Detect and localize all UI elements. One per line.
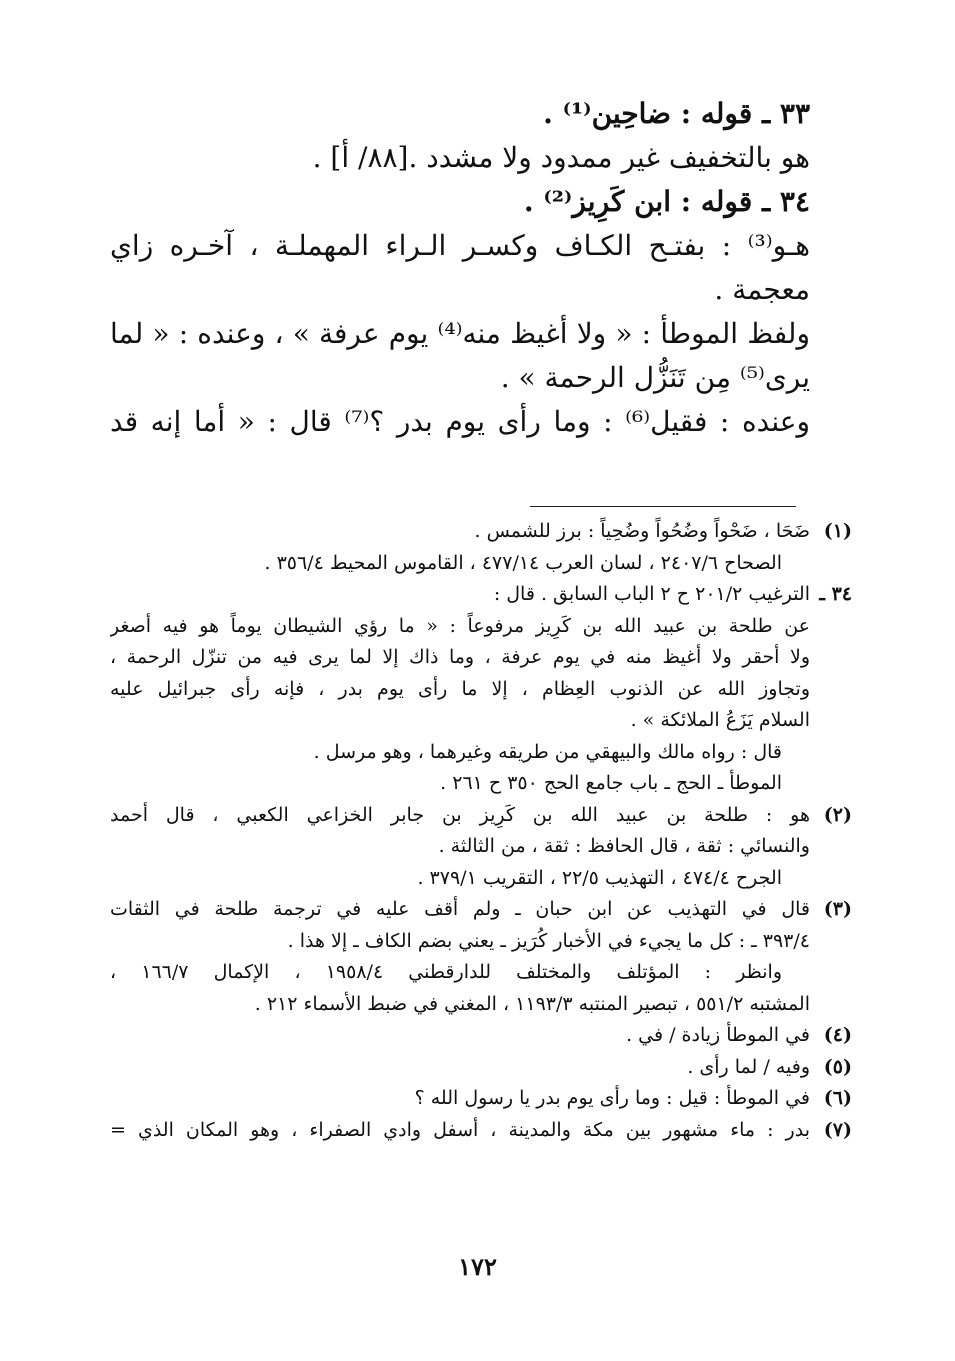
footnote [110, 800, 852, 895]
footnote-line: الموطأ ـ الحج ـ باب جامع الحج ٣٥٠ ح ٢٦١ . [440, 772, 782, 794]
footnote-line: وانظر : المؤتلف والمختلف للدارقطني ١٩٥٨/٤ ، الإكمال ١٦٦/٧ ، [110, 961, 782, 983]
footnote-line: السلام يَزَعُ الملائكة » . [630, 709, 810, 731]
main-text-line: يرى⁽⁵⁾ مِن تَنَزُّل الرحمة » . [500, 361, 810, 394]
footnote-line: بدر : ماء مشهور بين مكة والمدينة ، أسفل وادي الصفراء ، وهو المكان الذي = [110, 1118, 810, 1141]
footnote-line: ولا أحقر ولا أغيظ منه في يوم عرفة ، وما ذاك إلا لما يرى فيه من تنزّل الرحمة ، [110, 646, 810, 668]
footnote-number: (٥) [823, 1055, 852, 1078]
footnote-line: هو : طلحة بن عبيد الله بن كَرِيز بن جابر الخزاعي الكعبي ، قال أحمد [110, 803, 810, 826]
footnote [110, 894, 852, 1020]
footnote [110, 516, 852, 579]
footnote-number: (٣) [823, 898, 852, 920]
footnote-line: في الموطأ زيادة / في . [626, 1024, 810, 1046]
footnote-line: الصحاح ٢٤٠٧/٦ ، لسان العرب ٤٧٧/١٤ ، القاموس المحيط ٣٥٦/٤ . [264, 551, 782, 574]
footnote-line: عن طلحة بن عبيد الله بن كَرِيز مرفوعاً : « ما رؤي الشيطان يوماً هو فيه أصغر [110, 614, 810, 637]
main-text-line: ٣٣ ـ قوله : ضاحِين⁽¹⁾ . [543, 97, 810, 130]
footnote-number: (٦) [823, 1087, 852, 1109]
footnote-line: الترغيب ٢٠١/٢ ح ٢ الباب السابق . قال : [493, 583, 810, 605]
footnote-line: قال : رواه مالك والبيهقي من طريقه وغيرهما ، وهو مرسل . [313, 740, 782, 763]
main-text-line: ٣٤ ـ قوله : ابن كَرِيز⁽²⁾ . [523, 185, 810, 218]
footnote [110, 579, 852, 800]
footnote-separator [530, 506, 796, 507]
footnote [110, 1052, 852, 1084]
footnote-line: ٣٩٣/٤ ـ : كل ما يجيء في الأخبار كُرَيز ـ يعني بضم الكاف ـ إلا هذا . [287, 929, 810, 952]
main-text-line: ولفظ الموطأ : « ولا أغيظ منه⁽⁴⁾ يوم عرفة » ، وعنده : « لما [110, 317, 810, 350]
footnote-line: المشتبه ٥٥١/٢ ، تبصير المنتبه ١١٩٣/٣ ، المغني في ضبط الأسماء ٢١٢ . [254, 992, 810, 1015]
page-number: ١٧٢ [458, 1252, 497, 1281]
main-text-line: معجمة . [714, 273, 810, 306]
footnote-number: (٤) [823, 1024, 852, 1046]
main-text-line: هو بالتخفيف غير ممدود ولا مشدد .[٨٨/ أ] . [312, 141, 810, 174]
footnote [110, 1020, 852, 1052]
main-text-line: وعنده : فقيل⁽⁶⁾ : وما رأى يوم بدر ؟⁽⁷⁾ قال : « أما إنه قد [110, 405, 810, 438]
footnote [110, 1083, 852, 1115]
footnote [110, 1115, 852, 1147]
footnote-number: (٧) [823, 1118, 852, 1141]
footnote-line: وفيه / لما رأى . [687, 1055, 810, 1078]
main-text-line: هـو⁽³⁾ : بفتـح الكـاف وكسـر الـراء المهملـة ، آخـره زاي [110, 229, 810, 262]
footnote-line: قال في التهذيب عن ابن حبان ـ ولم أقف عليه في ترجمة طلحة في الثقات [110, 898, 810, 920]
footnote-line: والنسائي : ثقة ، قال الحافظ : ثقة ، من الثالثة . [438, 835, 810, 857]
footnote-line: الجرح ٤٧٤/٤ ، التهذيب ٢٢/٥ ، التقريب ٣٧٩/١ . [417, 866, 782, 889]
footnote-line: في الموطأ : قيل : وما رأى يوم بدر يا رسول الله ؟ [414, 1087, 810, 1109]
footnote-line: ضَحَا ، ضَحْواً وضُحُواً وضُحِياً : برز للشمس . [474, 520, 810, 542]
footnotes [110, 516, 852, 1146]
footnote-line: وتجاوز الله عن الذنوب العِظام ، إلا ما رأى يوم بدر ، فإنه رأى جبرائيل عليه [110, 677, 810, 700]
footnote-number: (١) [823, 520, 852, 542]
main-text [110, 92, 810, 444]
footnote-number: ٣٤ ـ [819, 583, 852, 605]
footnote-number: (٢) [823, 803, 852, 826]
